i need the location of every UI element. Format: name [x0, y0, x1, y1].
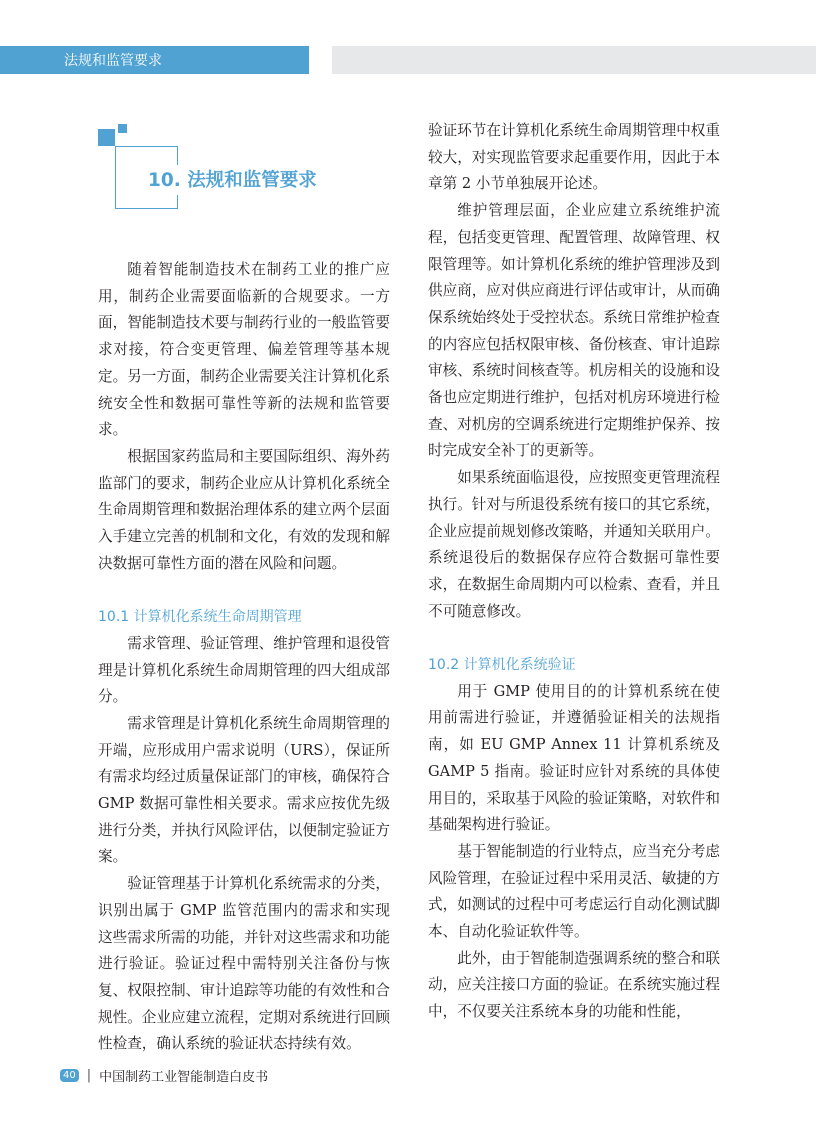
section-heading-10-2: 10.2 计算机化系统验证	[428, 657, 576, 674]
paragraph: 如果系统面临退役，应按照变更管理流程执行。针对与所退役系统有接口的其它系统，企业应提前规划修改策略，并通知关联用户。系统退役后的数据保存应符合数据可靠性要求，在数据生命周期内可以检索、查看，并且不可随意修改。	[428, 469, 720, 620]
right-column	[428, 118, 720, 1026]
running-header-gray-bar	[332, 46, 816, 74]
paragraph: 根据国家药监局和主要国际组织、海外药监部门的要求，制药企业应从计算机化系统全生命周期管理和数据治理体系的建立两个层面入手建立完善的机制和文化，有效的发现和解决数据可靠性方面的潜在风险和问题。	[98, 447, 390, 572]
running-header-bar	[0, 46, 309, 74]
paragraph: 需求管理是计算机化系统生命周期管理的开端，应形成用户需求说明（URS），保证所有需求均经过质量保证部门的审核，确保符合 GMP 数据可靠性相关要求。需求应按优先级进行分类，并执行风险评估，以便制定验证方案。	[98, 714, 390, 866]
page-footer	[60, 1066, 268, 1085]
title-decoration-small-square-icon	[118, 124, 127, 133]
book-title: 中国制药工业智能制造白皮书	[99, 1070, 269, 1085]
paragraph: 随着智能制造技术在制药工业的推广应用，制药企业需要面临新的合规要求。一方面，智能制造技术要与制药行业的一般监管要求对接，符合变更管理、偏差管理等基本规定。另一方面，制药企业需要关注计算机化系统安全性和数据可靠性等新的法规和监管要求。	[98, 261, 390, 439]
paragraph: 用于 GMP 使用目的的计算机系统在使用前需进行验证，并遵循验证相关的法规指南，如 EU GMP Annex 11 计算机系统及 GAMP 5 指南。验证时应针对系统的具体使用目的，采取基于风险的验证策略，对软件和基础架构进行验证。	[428, 682, 720, 834]
section-heading-10-1: 10.1 计算机化系统生命周期管理	[98, 609, 302, 626]
paragraph: 基于智能制造的行业特点，应当充分考虑风险管理，在验证过程中采用灵活、敏捷的方式，如测试的过程中可考虑运行自动化测试脚本、自动化验证软件等。	[428, 842, 720, 941]
running-header-label: 法规和监管要求	[64, 53, 162, 69]
paragraph: 验证管理基于计算机化系统需求的分类，识别出属于 GMP 监管范围内的需求和实现这些需求所需的功能，并针对这些需求和功能进行验证。验证过程中需特别关注备份与恢复、权限控制、审计追踪等功能的有效性和合规性。企业应建立流程，定期对系统进行回顾性检查，确认系统的验证状态持续有效。	[98, 875, 390, 1053]
left-column	[98, 257, 390, 1058]
paragraph: 维护管理层面，企业应建立系统维护流程，包括变更管理、配置管理、故障管理、权限管理等。如计算机化系统的维护管理涉及到供应商，应对供应商进行评估或审计，从而确保系统始终处于受控状态。系统日常维护检查的内容应包括权限审核、备份核查、审计追踪审核、系统时间核查等。机房相关的设施和设备也应定期进行维护，包括对机房环境进行检查、对机房的空调系统进行定期维护保养、按时完成安全补丁的更新等。	[428, 202, 720, 460]
page-number-badge: 40	[60, 1069, 79, 1082]
chapter-title: 10. 法规和监管要求	[148, 170, 317, 191]
footer-separator: |	[86, 1068, 92, 1083]
title-decoration-square-icon	[98, 129, 115, 146]
paragraph-continuation: 验证环节在计算机化系统生命周期管理中权重较大，对实现监管要求起重要作用，因此于本章第 2 小节单独展开论述。	[428, 122, 720, 193]
paragraph: 此外，由于智能制造强调系统的整合和联动，应关注接口方面的验证。在系统实施过程中，不仅要关注系统本身的功能和性能，	[428, 949, 720, 1021]
paragraph: 需求管理、验证管理、维护管理和退役管理是计算机化系统生命周期管理的四大组成部分。	[98, 634, 390, 706]
